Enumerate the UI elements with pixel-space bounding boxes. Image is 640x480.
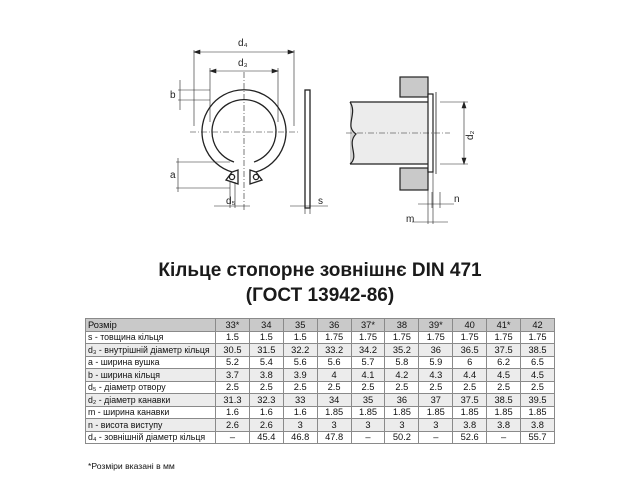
ring-technical-drawing (150, 22, 510, 237)
table-cell: 46.8 (283, 431, 317, 444)
table-cell: 2.6 (249, 419, 283, 432)
table-cell: 3.8 (453, 419, 487, 432)
table-cell: 1.6 (249, 406, 283, 419)
table-cell: 1.75 (351, 331, 385, 344)
table-cell: 55.7 (521, 431, 555, 444)
header-cell: 41* (487, 319, 521, 332)
table-cell: 1.85 (419, 406, 453, 419)
header-cell: Розмір (86, 319, 216, 332)
table-cell: 1.85 (521, 406, 555, 419)
table-cell: 4 (317, 369, 351, 382)
table-cell: 1.85 (385, 406, 419, 419)
table-cell: 6 (453, 356, 487, 369)
table-row (86, 419, 555, 432)
table-row (86, 356, 555, 369)
row-label: d₃ - внутрішній діаметр кільця (86, 344, 216, 357)
table-cell: 3 (385, 419, 419, 432)
table-cell: 35 (351, 394, 385, 407)
label-d2: d₂ (465, 130, 476, 140)
table-cell: 5.4 (249, 356, 283, 369)
label-d3: d₃ (238, 58, 248, 69)
table-cell: – (419, 431, 453, 444)
table-cell: 3.7 (216, 369, 250, 382)
label-n: n (454, 194, 460, 205)
table-cell: 2.5 (283, 381, 317, 394)
table-cell: 2.5 (453, 381, 487, 394)
table-cell: 36.5 (453, 344, 487, 357)
table-cell: 30.5 (216, 344, 250, 357)
label-m: m (406, 214, 415, 225)
table-row (86, 406, 555, 419)
table-cell: 2.5 (216, 381, 250, 394)
table-cell: 1.75 (453, 331, 487, 344)
label-b: b (170, 90, 176, 101)
table-cell: 37.5 (453, 394, 487, 407)
table-cell: – (351, 431, 385, 444)
table-cell: 2.5 (521, 381, 555, 394)
table-cell: 4.2 (385, 369, 419, 382)
header-cell: 34 (249, 319, 283, 332)
table-cell: 31.3 (216, 394, 250, 407)
table-cell: 3 (351, 419, 385, 432)
table-row (86, 394, 555, 407)
table-cell: 1.85 (317, 406, 351, 419)
row-label: m - ширина канавки (86, 406, 216, 419)
header-cell: 40 (453, 319, 487, 332)
table-cell: 45.4 (249, 431, 283, 444)
label-a: a (170, 170, 176, 181)
table-cell: 2.5 (487, 381, 521, 394)
table-row (86, 431, 555, 444)
header-cell: 39* (419, 319, 453, 332)
table-cell: 1.75 (487, 331, 521, 344)
table-cell: 4.1 (351, 369, 385, 382)
table-cell: 4.5 (487, 369, 521, 382)
row-label: d₅ - діаметр отвору (86, 381, 216, 394)
row-label: b - ширина кільця (86, 369, 216, 382)
footnote: *Розміри вказані в мм (88, 461, 175, 471)
title-line-1: Кільце стопорне зовнішнє DIN 471 (158, 260, 482, 281)
row-label: s - товщина кільця (86, 331, 216, 344)
table-cell: 5.2 (216, 356, 250, 369)
table-cell: 1.85 (351, 406, 385, 419)
label-d5: d₅ (226, 196, 236, 207)
table-cell: 4.3 (419, 369, 453, 382)
table-cell: 4.5 (521, 369, 555, 382)
header-cell: 36 (317, 319, 351, 332)
ring-front-view (190, 72, 310, 212)
row-label: n - висота виступу (86, 419, 216, 432)
table-cell: 1.75 (317, 331, 351, 344)
table-cell: 1.5 (216, 331, 250, 344)
table-cell: 1.75 (419, 331, 453, 344)
table-cell: 1.5 (249, 331, 283, 344)
page-title (0, 258, 640, 308)
header-cell: 42 (521, 319, 555, 332)
table-cell: 3.8 (521, 419, 555, 432)
table-header-row (86, 319, 555, 332)
title-line-2: (ГОСТ 13942-86) (245, 285, 395, 306)
table-cell: 34 (317, 394, 351, 407)
table-cell: 34.2 (351, 344, 385, 357)
table-cell: 1.75 (521, 331, 555, 344)
size-specification-table (85, 318, 555, 444)
table-cell: 3.8 (249, 369, 283, 382)
table-cell: 3 (419, 419, 453, 432)
table-cell: 32.2 (283, 344, 317, 357)
table-cell: 4.4 (453, 369, 487, 382)
table-cell: 33.2 (317, 344, 351, 357)
table-cell: 5.8 (385, 356, 419, 369)
table-cell: 50.2 (385, 431, 419, 444)
table-cell: 2.5 (419, 381, 453, 394)
table-cell: 5.6 (283, 356, 317, 369)
table-cell: – (487, 431, 521, 444)
table-cell: 2.5 (351, 381, 385, 394)
table-cell: 31.5 (249, 344, 283, 357)
table-cell: 5.7 (351, 356, 385, 369)
table-cell: 6.5 (521, 356, 555, 369)
table-cell: 2.5 (385, 381, 419, 394)
table-cell: 1.6 (216, 406, 250, 419)
header-cell: 38 (385, 319, 419, 332)
front-view-labels (170, 38, 323, 207)
shaft-section-view (346, 77, 450, 190)
table-cell: 1.6 (283, 406, 317, 419)
table-cell: 36 (385, 394, 419, 407)
table-cell: 2.5 (249, 381, 283, 394)
table-row (86, 369, 555, 382)
table-cell: 47.8 (317, 431, 351, 444)
table-cell: 37 (419, 394, 453, 407)
table-cell: 1.85 (453, 406, 487, 419)
table-cell: 3.8 (487, 419, 521, 432)
row-label: d₂ - діаметр канавки (86, 394, 216, 407)
table-cell: 1.5 (283, 331, 317, 344)
table-cell: 37.5 (487, 344, 521, 357)
table-cell: 36 (419, 344, 453, 357)
table-cell: 38.5 (521, 344, 555, 357)
table-cell: 52.6 (453, 431, 487, 444)
header-cell: 37* (351, 319, 385, 332)
table-cell: 3 (283, 419, 317, 432)
table-cell: 5.9 (419, 356, 453, 369)
table-cell: 1.75 (385, 331, 419, 344)
table-cell: 2.5 (317, 381, 351, 394)
table-cell: – (216, 431, 250, 444)
table-cell: 5.6 (317, 356, 351, 369)
table-cell: 35.2 (385, 344, 419, 357)
table-row (86, 381, 555, 394)
table-body (86, 331, 555, 444)
header-cell: 35 (283, 319, 317, 332)
table-row (86, 344, 555, 357)
table-cell: 33 (283, 394, 317, 407)
table-cell: 3.9 (283, 369, 317, 382)
row-label: d₄ - зовнішній діаметр кільця (86, 431, 216, 444)
label-s: s (318, 196, 323, 207)
table-cell: 6.2 (487, 356, 521, 369)
table-row (86, 331, 555, 344)
table-cell: 32.3 (249, 394, 283, 407)
table-cell: 1.85 (487, 406, 521, 419)
table-cell: 38.5 (487, 394, 521, 407)
row-label: a - ширина вушка (86, 356, 216, 369)
header-cell: 33* (216, 319, 250, 332)
table-cell: 2.6 (216, 419, 250, 432)
table-cell: 39.5 (521, 394, 555, 407)
label-d4: d₄ (238, 38, 248, 49)
table-cell: 3 (317, 419, 351, 432)
